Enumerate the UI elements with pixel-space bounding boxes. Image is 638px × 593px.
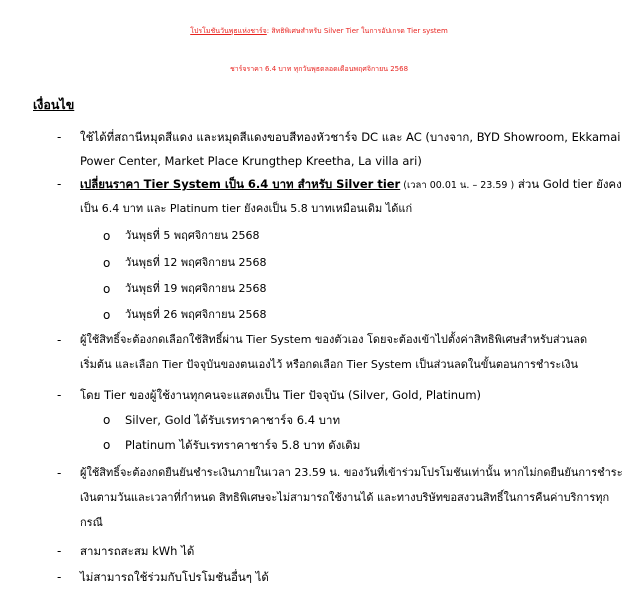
- date-item: วันพุธที่ 26 พฤศจิกายน 2568: [125, 308, 267, 321]
- sub-marker: o: [103, 413, 111, 427]
- bullet-marker: -: [57, 570, 62, 584]
- conditions-heading: เงื่อนไข: [33, 97, 75, 112]
- item2-line1: [80, 176, 622, 194]
- sub-marker: o: [103, 282, 111, 296]
- bullet-marker: -: [57, 333, 62, 347]
- item2-time: (เวลา 00.01 น. – 23.59 ): [400, 180, 515, 191]
- item5-line2: เงินตามวันและเวลาที่กำหนด สิทธิพิเศษจะไม่สามารถใช้งานได้ และทางบริษัทขอสงวนสิทธิ์ในการคืนค่าบริการทุก: [80, 491, 610, 504]
- tier-rate-item: Platinum ได้รับเรทราคาชาร์จ 5.8 บาท ดังเดิม: [125, 438, 361, 452]
- item6-line: สามารถสะสม kWh ได้: [80, 544, 195, 558]
- item3-line2: เริ่มต้น และเลือก Tier ปัจจุบันของตนเองไว้ หรือกดเลือก Tier System เป็นส่วนลดในขั้นตอนการชำระเงิน: [80, 358, 578, 371]
- sub-marker: o: [103, 308, 111, 322]
- bullet-marker: -: [57, 544, 62, 558]
- item2-highlight: เปลี่ยนราคา Tier System เป็น 6.4 บาท สำหรับ Silver tier: [80, 177, 401, 191]
- item3-line1: ผู้ใช้สิทธิ์จะต้องกดเลือกใช้สิทธิ์ผ่าน Tier System ของตัวเอง โดยจะต้องเข้าไปตั้งค่าสิทธิพิเศษสำหรับส่วนลด: [80, 333, 588, 346]
- item1-line2: Power Center, Market Place Krungthep Kreetha, La villa ari): [80, 154, 422, 168]
- promo-title-desc: : สิทธิพิเศษสำหรับ Silver Tier ในการอัปเกรด Tier system: [266, 27, 448, 35]
- promo-title-name: โปรโมชันวันพุธแห่งชาร์จ: [190, 27, 267, 35]
- item4-line1: โดย Tier ของผู้ใช้งานทุกคนจะแสดงเป็น Tier ปัจจุบัน (Silver, Gold, Platinum): [80, 388, 482, 402]
- date-item: วันพุธที่ 12 พฤศจิกายน 2568: [125, 256, 267, 269]
- item7-line: ไม่สามารถใช้ร่วมกับโปรโมชันอื่นๆ ได้: [80, 570, 269, 584]
- item2-rest: ส่วน Gold tier ยังคง: [514, 177, 622, 191]
- sub-marker: o: [103, 256, 111, 270]
- date-item: วันพุธที่ 5 พฤศจิกายน 2568: [125, 229, 260, 242]
- sub-marker: o: [103, 438, 111, 452]
- item5-line1: ผู้ใช้สิทธิ์จะต้องกดยืนยันชำระเงินภายในเวลา 23.59 น. ของวันที่เข้าร่วมโปรโมชันเท่านั้น หากไม่กดยืนยันการชำระ: [80, 466, 623, 479]
- tier-rate-item: Silver, Gold ได้รับเรทราคาชาร์จ 6.4 บาท: [125, 413, 341, 427]
- bullet-marker: -: [57, 388, 62, 402]
- bullet-marker: -: [57, 466, 62, 480]
- date-item: วันพุธที่ 19 พฤศจิกายน 2568: [125, 282, 267, 295]
- promo-subtitle: ชาร์จราคา 6.4 บาท ทุกวันพุธตลอดเดือนพฤศจิกายน 2568: [229, 65, 409, 73]
- promo-title: [0, 26, 638, 37]
- item5-line3: กรณี: [80, 516, 103, 529]
- item1-line1: ใช้ได้ที่สถานีหมุดสีแดง และหมุดสีแดงขอบสีทองหัวชาร์จ DC และ AC (บางจาก, BYD Showroom, Ekkamai: [80, 130, 621, 144]
- item2-line2: เป็น 6.4 บาท และ Platinum tier ยังคงเป็น 5.8 บาทเหมือนเดิม ได้แก่: [80, 202, 413, 215]
- bullet-marker: -: [57, 130, 62, 144]
- sub-marker: o: [103, 229, 111, 243]
- bullet-marker: -: [57, 177, 62, 191]
